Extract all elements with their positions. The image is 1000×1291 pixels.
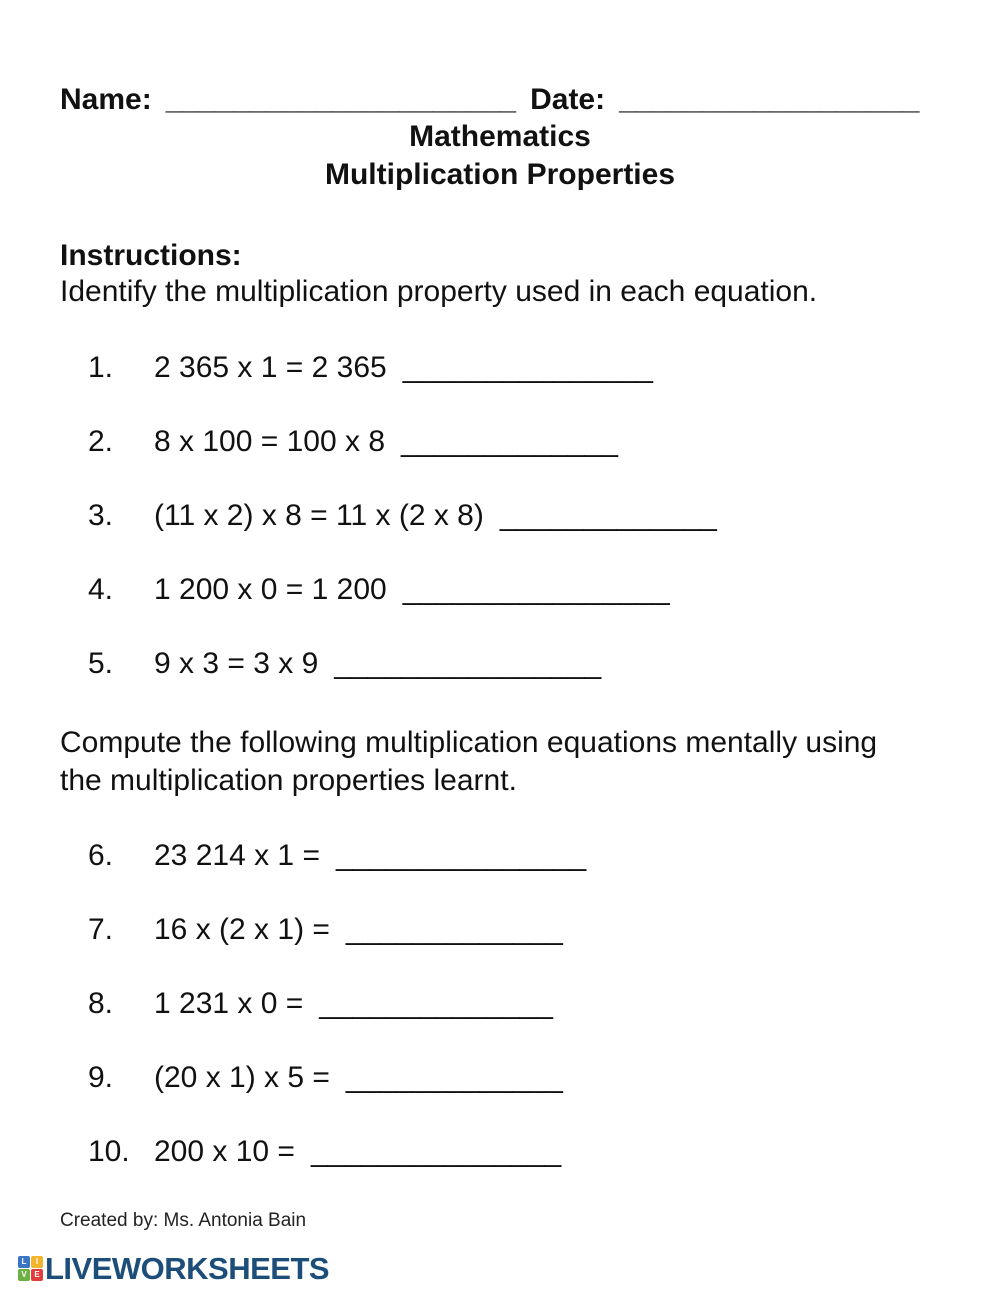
logo-tile-i: I <box>31 1256 43 1268</box>
answer-blank[interactable]: ________________ <box>402 573 670 606</box>
problem-row <box>60 1060 940 1096</box>
created-by-credit: Created by: Ms. Antonia Bain <box>60 1210 307 1231</box>
problem-number: 10. <box>88 1135 130 1168</box>
problem-number: 8. <box>88 987 114 1020</box>
problem-list-compute <box>60 838 940 1170</box>
problem-equation: 8 x 100 = 100 x 8 <box>154 425 386 458</box>
problem-list-identify <box>60 350 940 682</box>
logo-wordmark: LIVEWORKSHEETS <box>45 1251 330 1286</box>
answer-blank[interactable]: _______________ <box>310 1135 562 1168</box>
problem-equation: 23 214 x 1 = <box>154 839 320 872</box>
problem-row <box>60 572 940 608</box>
problem-number: 7. <box>88 913 114 946</box>
logo-tile-l: L <box>18 1256 30 1268</box>
problem-row <box>60 350 940 386</box>
problem-row <box>60 838 940 874</box>
answer-blank[interactable]: _____________ <box>401 425 618 458</box>
problem-row <box>60 424 940 460</box>
logo-tile-v: V <box>18 1269 30 1281</box>
problem-number: 2. <box>88 425 114 458</box>
problem-equation: 2 365 x 1 = 2 365 <box>154 351 387 384</box>
answer-blank[interactable]: _____________ <box>345 913 563 946</box>
answer-blank[interactable]: _____________ <box>345 1061 563 1094</box>
problem-number: 6. <box>88 839 114 872</box>
problem-number: 1. <box>88 351 114 384</box>
name-date-line <box>60 82 940 118</box>
liveworksheets-logo[interactable] <box>18 1252 940 1285</box>
answer-blank[interactable]: ________________ <box>334 647 602 680</box>
logo-tile-e: E <box>31 1269 43 1281</box>
answer-blank[interactable]: _____________ <box>499 499 717 532</box>
problem-equation: 1 231 x 0 = <box>154 987 304 1020</box>
problem-row <box>60 986 940 1022</box>
name-blank[interactable]: _____________________ <box>165 83 517 116</box>
problem-row <box>60 498 940 534</box>
problem-equation: 1 200 x 0 = 1 200 <box>154 573 387 606</box>
instructions-heading: Instructions: <box>60 239 242 272</box>
problem-number: 4. <box>88 573 114 606</box>
problem-number: 3. <box>88 499 114 532</box>
problem-equation: 9 x 3 = 3 x 9 <box>154 647 319 680</box>
compute-instructions-text: Compute the following multiplication equations mentally using the multiplication properties learnt. <box>60 726 878 797</box>
name-label: Name: <box>60 83 152 116</box>
problem-equation: 16 x (2 x 1) = <box>154 913 330 946</box>
subject-title: Mathematics <box>409 120 591 153</box>
answer-blank[interactable]: _______________ <box>402 351 653 384</box>
answer-blank[interactable]: _______________ <box>335 839 587 872</box>
problem-row <box>60 646 940 682</box>
problem-row <box>60 912 940 948</box>
worksheet-title: Multiplication Properties <box>324 158 676 191</box>
liveworksheets-icon <box>18 1256 43 1281</box>
date-label: Date: <box>530 83 606 116</box>
problem-row <box>60 1134 940 1170</box>
problem-number: 9. <box>88 1061 114 1094</box>
problem-number: 5. <box>88 647 114 680</box>
date-blank[interactable]: __________________ <box>619 83 920 116</box>
problem-equation: 200 x 10 = <box>154 1135 295 1168</box>
answer-blank[interactable]: ______________ <box>319 987 553 1020</box>
problem-equation: (20 x 1) x 5 = <box>154 1061 330 1094</box>
instructions-text: Identify the multiplication property used in each equation. <box>60 275 818 308</box>
problem-equation: (11 x 2) x 8 = 11 x (2 x 8) <box>154 499 484 532</box>
